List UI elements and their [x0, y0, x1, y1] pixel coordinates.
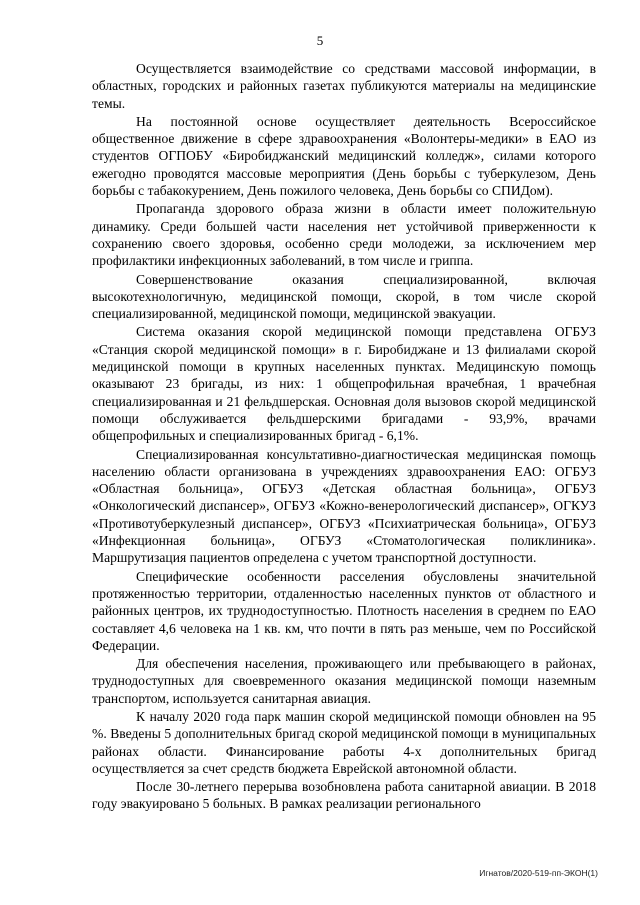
document-body	[92, 60, 596, 813]
paragraph-consultative-care: Специализированная консультативно-диагностическая медицинская помощь населению области организована в учреждениях здравоохранения ЕАО: ОГБУЗ «Областная больница», ОГБУЗ «Детская областная больница», ОГБУЗ «Онкологический диспансер», ОГБУЗ «Кожно-венерологический диспансер», ОГКУЗ «Противотуберкулезный диспансер», ОГБУЗ «Психиатрическая больница», ОГБУЗ «Инфекционная больница», ОГБУЗ «Стоматологическая поликлиника». Маршрутизация пациентов определена с учетом транспортной доступности.	[92, 446, 596, 566]
paragraph-volunteers: На постоянной основе осуществляет деятельность Всероссийское общественное движение в сфере здравоохранения «Волонтеры-медики» в ЕАО из студентов ОГПОБУ «Биробиджанский медицинский колледж», силами которого ежегодно проводятся массовые мероприятия (День борьбы с туберкулезом, День борьбы с табакокурением, День пожилого человека, День борьбы со СПИДом).	[92, 113, 596, 199]
paragraph-media-interaction: Осуществляется взаимодействие со средствами массовой информации, в областных, городских и районных газетах публикуются материалы на медицинские темы.	[92, 61, 596, 111]
paragraph-sanitary-aviation: Для обеспечения населения, проживающего или пребывающего в районах, труднодоступных для своевременного оказания медицинской помощи наземным транспортом, используется санитарная авиация.	[92, 656, 596, 706]
page-number: 5	[316, 33, 324, 48]
document-code: Игнатов/2020-519-пп-ЭКОН(1)	[479, 868, 598, 878]
paragraph-fleet-update: К началу 2020 года парк машин скорой медицинской помощи обновлен на 95 %. Введены 5 дополнительных бригад скорой медицинской помощи в муниципальных районах области. Финансирование работы 4-х дополнительных бригад осуществляется за счет средств бюджета Еврейской автономной области.	[92, 708, 596, 776]
paragraph-specialized-care-heading: Совершенствование оказания специализированной, включая высокотехнологичную, медицинской помощи, скорой, в том числе скорой специализированной, медицинской помощи, медицинской эвакуации.	[92, 271, 596, 322]
paragraph-ambulance-system: Система оказания скорой медицинской помощи представлена ОГБУЗ «Станция скорой медицинской помощи» в г. Биробиджане и 13 филиалами скорой медицинской помощи в крупных населенных пунктах. Медицинскую помощь оказывают 23 бригады, из них: 1 общепрофильная врачебная, 1 врачебная специализированная и 21 фельдшерская. Основная доля вызовов скорой медицинской помощи обслуживается фельдшерскими бригадами - 93,9%, врачами общепрофильных и специализированных бригад - 6,1%.	[92, 324, 596, 444]
paragraph-healthy-lifestyle: Пропаганда здорового образа жизни в области имеет положительную динамику. Среди большей части населения нет устойчивой приверженности к сохранению своего здоровья, особенно среди молодежи, за исключением мер профилактики инфекционных заболеваний, в том числе и гриппа.	[92, 201, 596, 269]
paragraph-aviation-resumed: После 30-летнего перерыва возобновлена работа санитарной авиации. В 2018 году эвакуировано 5 больных. В рамках реализации регионального	[92, 779, 596, 812]
paragraph-settlement-features: Специфические особенности расселения обусловлены значительной протяженностью территории, отдаленностью населенных пунктов от областного и районных центров, их труднодоступностью. Плотность населения в среднем по ЕАО составляет 4,6 человека на 1 кв. км, что почти в пять раз меньше, чем по Российской Федерации.	[92, 568, 596, 653]
